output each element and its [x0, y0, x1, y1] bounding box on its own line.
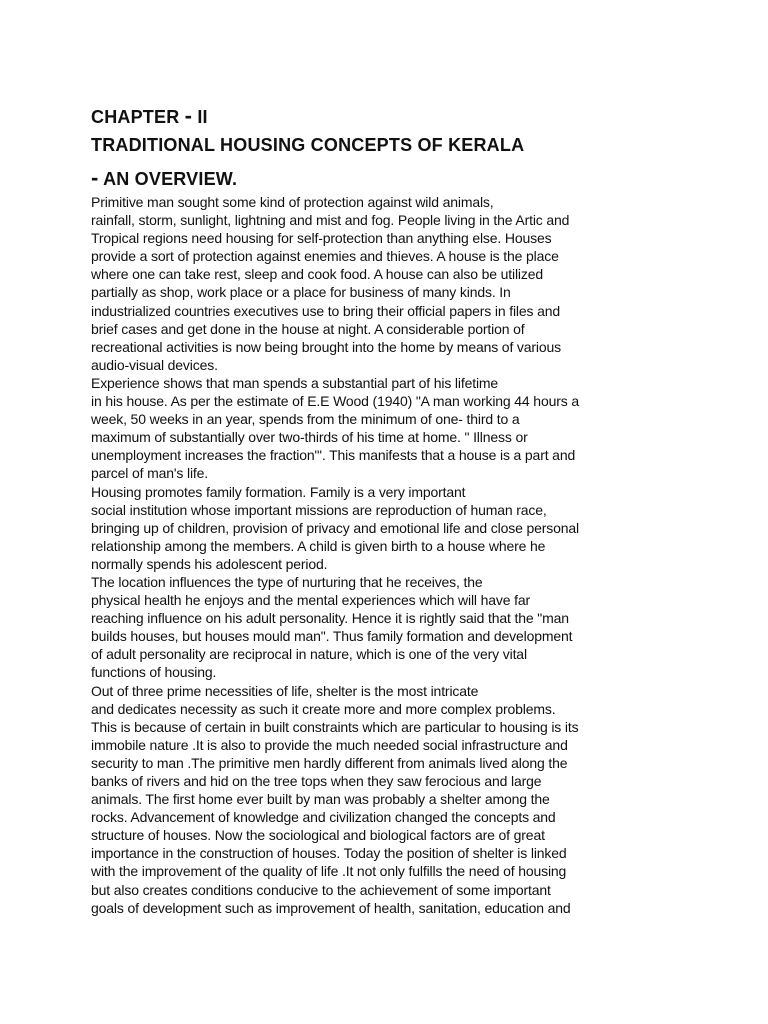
paragraph-line: security to man .The primitive men hardly different from animals lived along the [91, 754, 568, 771]
paragraph-line: rocks. Advancement of knowledge and civilization changed the concepts and [91, 809, 556, 826]
paragraph-line: functions of housing. [91, 664, 217, 681]
paragraph-line: This is because of certain in built constraints which are particular to housing is its [91, 718, 579, 735]
paragraph-line: Experience shows that man spends a substantial part of his lifetime [91, 374, 499, 391]
paragraph-line: Primitive man sought some kind of protection against wild animals, [91, 194, 494, 210]
paragraph-line: rainfall, storm, sunlight, lightning and mist and fog. People living in the Artic and [91, 212, 570, 229]
paragraph-line: immobile nature .It is also to provide the much needed social infrastructure and [91, 736, 568, 753]
chapter-dash: - [184, 103, 193, 128]
chapter-number: II [197, 107, 208, 127]
paragraph-line: The location influences the type of nurturing that he receives, the [91, 573, 483, 590]
paragraph-line: relationship among the members. A child is given birth to a house where he [91, 537, 546, 554]
chapter-title: TRADITIONAL HOUSING CONCEPTS OF KERALA [91, 135, 525, 155]
body-text [91, 193, 671, 917]
paragraph-line: brief cases and get done in the house at night. A considerable portion of [91, 320, 525, 337]
document-page [91, 104, 671, 917]
paragraph-line: goals of development such as improvement of health, sanitation, education and [91, 899, 571, 916]
paragraph-line: normally spends his adolescent period. [91, 555, 328, 572]
chapter-heading [91, 104, 671, 129]
overview-label: AN OVERVIEW. [103, 169, 238, 189]
paragraph-line: physical health he enjoys and the mental experiences which will have far [91, 592, 531, 609]
paragraph-line: animals. The first home ever built by man was probably a shelter among the [91, 791, 550, 808]
paragraph [91, 682, 671, 917]
paragraph-line: but also creates conditions conducive to the achievement of some important [91, 881, 551, 898]
paragraph [91, 374, 671, 483]
paragraph-line: recreational activities is now being brought into the home by means of various [91, 338, 562, 355]
paragraph-line: builds houses, but houses mould man". Thus family formation and development [91, 628, 573, 645]
paragraph-line: maximum of substantially over two-thirds of his time at home. " Illness or [91, 429, 528, 446]
paragraph-line: where one can take rest, sleep and cook food. A house can also be utilized [91, 266, 543, 283]
overview-dash: - [91, 165, 99, 190]
paragraph-line: Out of three prime necessities of life, shelter is the most intricate [91, 682, 479, 699]
paragraph [91, 193, 671, 374]
paragraph-line: week, 50 weeks in an year, spends from the minimum of one- third to a [91, 411, 520, 428]
paragraph-line: importance in the construction of houses. Today the position of shelter is linked [91, 845, 567, 862]
paragraph-line: unemployment increases the fraction"'. This manifests that a house is a part and [91, 447, 576, 464]
paragraph-line: and dedicates necessity as such it create more and more complex problems. [91, 700, 556, 717]
paragraph-line: banks of rivers and hid on the tree tops when they saw ferocious and large [91, 773, 542, 789]
paragraph-line: partially as shop, work place or a place for business of many kinds. In [91, 284, 511, 301]
paragraph-line: structure of houses. Now the sociological and biological factors are of great [91, 827, 545, 844]
overview-heading [91, 166, 671, 191]
paragraph [91, 483, 671, 573]
paragraph-line: bringing up of children, provision of privacy and emotional life and close personal [91, 519, 579, 536]
paragraph-line: Housing promotes family formation. Family is a very important [91, 483, 466, 500]
paragraph-line: social institution whose important missions are reproduction of human race, [91, 501, 547, 518]
paragraph-line: Tropical regions need housing for self-protection than anything else. Houses [91, 230, 552, 247]
paragraph-line: audio-visual devices. [91, 356, 218, 373]
paragraph [91, 573, 671, 682]
paragraph-line: industrialized countries executives use to bring their official papers in files and [91, 302, 560, 319]
paragraph-line: in his house. As per the estimate of E.E Wood (1940) "A man working 44 hours a [91, 393, 579, 410]
chapter-label: CHAPTER [91, 107, 180, 127]
paragraph-line: with the improvement of the quality of life .It not only fulfills the need of housing [91, 863, 567, 880]
paragraph-line: of adult personality are reciprocal in nature, which is one of the very vital [91, 646, 527, 663]
paragraph-line: reaching influence on his adult personality. Hence it is rightly said that the "man [91, 610, 569, 627]
paragraph-line: parcel of man's life. [91, 465, 209, 482]
paragraph-line: provide a sort of protection against enemies and thieves. A house is the place [91, 248, 559, 265]
